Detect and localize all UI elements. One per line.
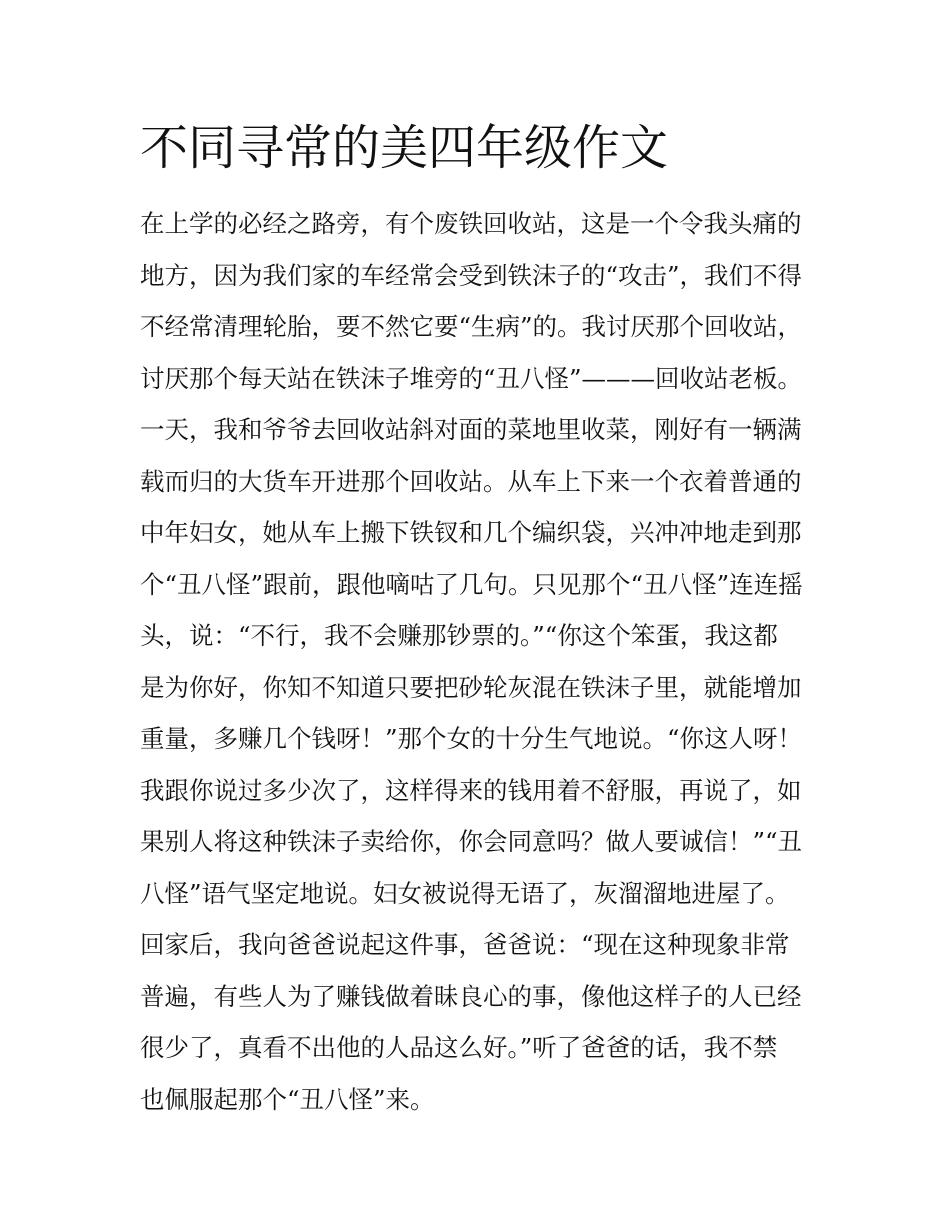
text-line: 也佩服起那个“丑八怪”来。 xyxy=(140,1084,435,1114)
text-line: 中年妇女，她从车上搬下铁钗和几个编织袋，兴冲冲地走到那 xyxy=(140,518,802,547)
text-line: 很少了，真看不出他的人品这么好。”听了爸爸的话，我不禁 xyxy=(140,1033,778,1062)
text-line: 果别人将这种铁沫子卖给你，你会同意吗？做人要诚信！”“丑 xyxy=(140,827,803,856)
text-line: 头，说：“不行，我不会赚那钞票的。”“你这个笨蛋，我这都 xyxy=(140,621,778,650)
text-line: 载而归的大货车开进那个回收站。从车上下来一个衣着普通的 xyxy=(140,466,802,496)
text-line: 个“丑八怪”跟前，跟他嘀咕了几句。只见那个“丑八怪”连连摇 xyxy=(140,569,803,599)
text-line: 一天，我和爷爷去回收站斜对面的菜地里收菜，刚好有一辆满 xyxy=(140,415,802,444)
document-title: 不同寻常的美四年级作文 xyxy=(140,120,669,176)
text-line: 讨厌那个每天站在铁沫子堆旁的“丑八怪”———回收站老板。 xyxy=(140,363,803,393)
text-line: 不经常清理轮胎，要不然它要“生病”的。我讨厌那个回收站， xyxy=(140,312,803,341)
text-line: 我跟你说过多少次了，这样得来的钱用着不舒服，再说了，如 xyxy=(140,775,802,805)
essay-body xyxy=(140,198,820,1125)
text-line: 地方，因为我们家的车经常会受到铁沫子的“攻击”，我们不得 xyxy=(140,260,803,290)
text-line: 重量，多赚几个钱呀！”那个女的十分生气地说。“你这人呀！ xyxy=(140,724,803,753)
text-line: 回家后，我向爸爸说起这件事，爸爸说：“现在这种现象非常 xyxy=(140,930,790,959)
text-line: 在上学的必经之路旁，有个废铁回收站，这是一个令我头痛的 xyxy=(140,209,802,238)
text-line: 普遍，有些人为了赚钱做着昧良心的事，像他这样子的人已经 xyxy=(140,981,802,1011)
text-line: 八怪”语气坚定地说。妇女被说得无语了，灰溜溜地进屋了。 xyxy=(140,878,790,908)
text-line: 是为你好，你知不知道只要把砂轮灰混在铁沫子里，就能增加 xyxy=(140,672,802,702)
